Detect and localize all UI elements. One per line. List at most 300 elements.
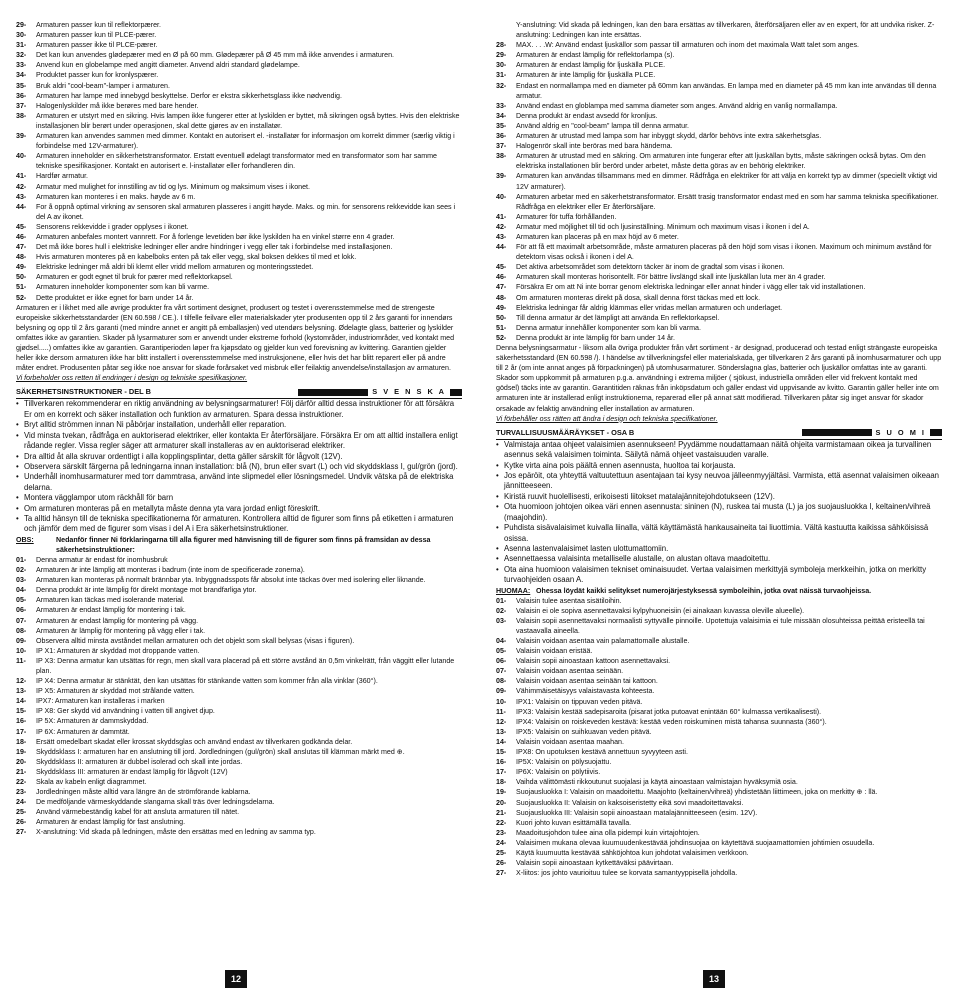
item-text: Armaturen kan placeras på en max höjd av 6 meter. (516, 232, 679, 241)
symbol-list (496, 596, 942, 879)
list-item (16, 747, 462, 757)
list-item (496, 596, 942, 606)
list-item (496, 717, 942, 727)
list-item (16, 555, 462, 565)
list-item (496, 646, 942, 656)
bullet-text: Om armaturen monteras på en metallyta måste denna yta vara jordad enligt föreskrift. (24, 503, 320, 513)
item-number: 40- (16, 152, 27, 161)
item-text: Maadoitusjohdon tulee aina olla pidempi kuin virtajohtojen. (516, 828, 700, 837)
bullet-text: Kytke virta aina pois päältä ennen asennusta, huoltoa tai korjausta. (504, 460, 736, 470)
item-text: Sensorens rekkevidde i grader opplyses i ikonet. (36, 222, 189, 231)
list-item (496, 666, 942, 676)
bullet-text: Observera särskilt färgerna på ledningarna innan installation: blå (N), brun eller svart (L) och vid skyddsklass I, gul/grön (jord). (24, 461, 458, 471)
item-text: Armaturen är utrustad med en säkring. Om armaturen inte fungerar efter att ljuskällan bytts, måste säkringen också bytas. Om den elektriska installationen blir berörd under arbetet, måste detta göras av en behörig elektriker. (516, 152, 926, 171)
item-text: Denna armatur innehåller komponenter som kan bli varma. (516, 323, 701, 332)
item-text: Suojausluokka I: Valaisin on maadoitettu. Maajohto (keltainen/vihreä) yhdistetään liittimeen, joka on merkitty ⊕ : llä. (516, 788, 878, 797)
item-text: IP X8: Ger skydd vid användning i vatten till angivet djup. (36, 707, 215, 716)
item-number: 05- (16, 596, 27, 605)
item-text: Endast en normallampa med en diameter på 60mm kan användas. En lampa med en diameter på 45 mm kan inte användas till denna armatur. (516, 81, 937, 100)
warranty-text: Armaturen er i likhet med alle øvrige produkter fra vårt sortiment designet, produsert og testet i overensstemmelse med de strengeste europeiske sikkerhetsstandarder (EN 60.598 / CE.). I tilfelle feilvare eller materialskader yter produsenten opp til 2 års garanti for innendørs belysning og opp til 2 års garanti (med mindre annet er angitt på emballasjen) ved utendørs belysning. Ødelagte glass, batterier og lyskilder omfattes ikke av garantien. Skader på lysarmaturer som er anvendt under ekstreme forhold (kystområder, industriområder, ved kontakt med gjødsel.....) omfattes ikke av garantien. Garantiperioden løper fra kjøpsdato og gjelder kun ved forevisning av kvittering. Garantien gjelder heller ikke dersom armaturen ikke har blitt installert i overensstemmelse med instruksjonene, eller hvis det har blitt reparert eller på andre måter endret. Produsenten påtar seg ikke noe ansvar for skade forårsaket ved misbruk eller feilaktig anvendelse/installasjon av armaturen. (16, 303, 455, 373)
item-number: 18- (16, 737, 27, 746)
list-item (496, 828, 942, 838)
list-item (496, 323, 942, 333)
item-number: 42- (16, 182, 27, 191)
list-item (16, 101, 462, 111)
list-item (496, 333, 942, 343)
list-item (496, 171, 942, 191)
item-text: För att få ett maximalt arbetsområde, måste armaturen placeras på den höjd som visas i ikonen. Maximum och minimum avstånd för detektorn visas också i ikonen i del A. (516, 243, 932, 262)
list-item (496, 838, 942, 848)
item-text: Skyddsklass II: armaturen är dubbel isolerad och skall inte jordas. (36, 757, 243, 766)
list-item (496, 101, 942, 111)
item-number: 41- (496, 212, 507, 221)
list-item (16, 827, 462, 837)
bullet-item (16, 514, 462, 535)
item-text: Valaisin voidaan asentaa seinään. (516, 667, 624, 676)
list-item (16, 676, 462, 686)
item-number: 27- (16, 828, 27, 837)
list-item (496, 232, 942, 242)
list-item (16, 272, 462, 282)
item-number: 21- (16, 767, 27, 776)
list-item (496, 767, 942, 777)
item-text: Valaisin voidaan asentaa seinään tai kattoon. (516, 677, 658, 686)
item-number: 02- (16, 566, 27, 575)
list-item (16, 797, 462, 807)
item-text: IP X3: Denna armatur kan utsättas för regn, men skall vara placerad på ett större avstånd än 0,5m vinkelrätt, från väggitt eller lutande plan. (36, 656, 455, 675)
list-item (496, 141, 942, 151)
item-text: Det kan kun anvendes glødepærer med en Ø på 60 mm. Glødepærer på Ø 45 mm må ikke anvendes i armaturen. (36, 51, 395, 60)
list-item (16, 605, 462, 615)
bullet-text: Asennettaessa valaisinta metalliselle alustalle, on alustan oltava maadoitettu. (504, 554, 771, 564)
bullet-dot-icon: • (496, 564, 499, 574)
item-text: IPX8: On upotuksen kestävä annettuun syvyyteen asti. (516, 748, 688, 757)
item-number: 06- (496, 657, 507, 666)
list-item (496, 313, 942, 323)
bullet-dot-icon: • (496, 543, 499, 553)
item-number: 21- (496, 808, 507, 817)
list-item (16, 585, 462, 595)
item-number: 03- (16, 576, 27, 585)
obs-label: OBS: (16, 535, 34, 544)
item-text: Suojausluokka III: Valaisin sopii ainoastaan matalajännitteeseen (esim. 12V). (516, 808, 758, 817)
bullet-dot-icon: • (496, 471, 499, 481)
list-item (496, 212, 942, 222)
left-page (16, 20, 462, 838)
item-number: 01- (16, 555, 27, 564)
item-number: 23- (16, 788, 27, 797)
item-text: Denna produkt är inte lämplig för direkt montage mot brandfarliga ytor. (36, 586, 257, 595)
item-text: Armaturen kan täckas med isolerande material. (36, 596, 185, 605)
section-bar (298, 389, 368, 396)
list-item (16, 767, 462, 777)
list-item (16, 242, 462, 252)
item-text: Armaturen er godt egnet til bruk for pærer med reflektorkapsel. (36, 273, 233, 282)
item-number: 44- (496, 243, 507, 252)
item-text: Armaturen är endast lämplig för fast anslutning. (36, 818, 186, 827)
list-item (16, 626, 462, 636)
item-number: 29- (16, 21, 27, 29)
list-item (496, 151, 942, 171)
item-number: 16- (16, 717, 27, 726)
item-text: Armaturen inneholder en sikkerhetstransformator. Erstatt eventuell ødelagt transformator med en transformator som har samme tekniske spesifikasjoner. Kontakt en autorisert e. l-installatør eller forhandleren din. (36, 152, 437, 171)
item-text: IPX4: Valaisin on roiskeveden kestävä: kestää veden roiskuminen mistä tahansa suunnasta (360°). (516, 717, 827, 726)
item-text: IP 6X: Armaturen är dammtät. (36, 727, 130, 736)
item-number: 38- (16, 111, 27, 120)
bullet-item (496, 461, 942, 471)
bullet-text: Tillverkaren rekommenderar en riktig användning av belysningsarmaturer! Följ därför alltid dessa instruktioner för att försäkra Er om en korrekt och säker installation och funktion av armaturen. Spara dessa instruktioner. (24, 399, 455, 419)
bullet-item (16, 399, 462, 420)
disclaimer-note: Vi forbeholder oss retten til endringer i design og tekniske spesifikasjoner. (16, 374, 248, 383)
item-number: 35- (16, 81, 27, 90)
list-item (16, 757, 462, 767)
list-item (496, 131, 942, 141)
list-item (496, 737, 942, 747)
disclaimer-note: Vi förbehåller oss rätten att ändra i design och tekniska specifikationer. (496, 414, 718, 423)
item-number: 49- (16, 263, 27, 272)
list-item (16, 777, 462, 787)
item-number: 05- (496, 647, 507, 656)
item-number: 12- (496, 717, 507, 726)
symbol-list (16, 555, 462, 838)
list-item (496, 868, 942, 878)
item-text: IPX7: Armaturen kan installeras i marken (36, 697, 165, 706)
item-number: 36- (496, 132, 507, 141)
item-number: 02- (496, 606, 507, 615)
item-text: Armaturen är endast lämplig för reflektorlampa (s). (516, 51, 675, 60)
item-text: IP X1: Armaturen är skyddad mot droppande vatten. (36, 646, 200, 655)
item-text: Valaisin voidaan asentaa maahan. (516, 737, 624, 746)
item-text: Valaisin voidaan asentaa vain palamattomalle alustalle. (516, 637, 690, 645)
list-item (496, 747, 942, 757)
bullet-text: Puhdista sisävalaisimet kuivalla liinalla, vältä käyttämästä hankausaineita tai liuottimia. Vältä kastuutta kaikissa sähköisissä osissa. (504, 523, 929, 543)
item-number: 07- (496, 667, 507, 676)
item-number: 51- (496, 323, 507, 332)
item-text: Armaturen skall monteras horisontellt. För bättre livslängd skall inte ljuskällan luta mer än 4 grader. (516, 273, 826, 282)
item-text: Armaturen är utrustad med lampa som har inbyggt skydd, därför behövs inte extra säkerhetsglas. (516, 132, 822, 141)
bullet-text: Dra alltid åt alla skruvar ordentligt i alla kopplingsplintar, detta gäller särskilt för lågvolt (12V). (24, 451, 343, 461)
list-item (496, 40, 942, 50)
list-item (16, 131, 462, 151)
list-item (496, 606, 942, 616)
bullet-dot-icon: • (16, 430, 19, 440)
list-item (16, 30, 462, 40)
bullet-item (16, 452, 462, 462)
item-number: 33- (16, 61, 27, 70)
bullet-text: Valmistaja antaa ohjeet valaisimien asennukseen! Pyydämme noudattamaan näitä ohjeita varmistamaan oikea ja turvallinen asennus sekä valaisimen toiminta. Säilytä nämä ohjeet vastaisuuden varalle. (504, 439, 932, 460)
intro-item (496, 20, 942, 40)
norwegian-top-list (16, 20, 462, 303)
bullet-item (496, 502, 942, 523)
list-item (496, 293, 942, 303)
list-item (496, 787, 942, 797)
item-text: MAX. . . .W: Använd endast ljuskällor som passar till armaturen och inom det maximala Watt talet som anges. (516, 41, 860, 50)
item-number: 11- (16, 656, 26, 665)
item-number: 11- (496, 707, 506, 716)
bullet-dot-icon: • (16, 420, 19, 430)
item-number: 20- (16, 757, 27, 766)
list-item (16, 565, 462, 575)
bullet-item (16, 504, 462, 514)
section-language: S U O M I (875, 427, 926, 437)
list-item (16, 595, 462, 605)
item-number: 31- (496, 71, 507, 80)
list-item (16, 151, 462, 171)
bullet-dot-icon: • (496, 491, 499, 501)
list-item (16, 646, 462, 656)
item-number: 03- (496, 616, 507, 625)
list-item (16, 20, 462, 30)
page-number: 12 (225, 970, 247, 988)
item-text: Armaturen har lampe med innebygd beskyttelse. Derfor er ekstra sikkerhetsglass ikke nødvendig. (36, 91, 342, 100)
item-text: De medföljande värmeskyddande slangarna skall träs över ledningsdelarna. (36, 798, 275, 807)
list-item (16, 50, 462, 60)
intro-text: Y-anslutning: Vid skada på ledningen, kan den bara ersättas av tillverkaren, återförsäljaren eller av en expert, för att undvika risker. Z-anslutning: Ledningen kan inte ersättas. (516, 21, 935, 40)
item-number: 15- (496, 748, 507, 757)
item-number: 31- (16, 41, 27, 50)
item-number: 47- (16, 243, 27, 252)
bullet-text: Ta alltid hänsyn till de tekniska specifikationerna för armaturen. Kontrollera alltid de figurer som finns på etiketten i armaturen och jämför dem med de figurer som visas i del A i Era säkerhetsinstruktioner. (24, 513, 454, 534)
item-text: Valaisin sopii ainoastaan kytkettäväksi päävirtaan. (516, 859, 674, 868)
item-text: IPX3: Valaisin kestää sadepisaroita (pisarat jotka putoavat enintään 60° kulmassa vertikaalisesti). (516, 707, 822, 716)
item-text: X-liitos: jos johto vaurioituu tulee se korvata samantyyppisellä johdolla. (516, 869, 738, 878)
section-header-svenska (16, 387, 462, 399)
list-item (16, 737, 462, 747)
bullet-item (496, 544, 942, 554)
item-number: 41- (16, 172, 27, 181)
section-end-block (930, 429, 942, 436)
item-text: Skyddsklass I: armaturen har en anslutning till jord. Jordledningen (gul/grön) skall anslutas till klämman märkt med ⊕. (36, 747, 405, 756)
item-text: Anvend kun en globelampe med angitt diameter. Anvend aldri standard glødelampe. (36, 61, 300, 70)
list-item (16, 282, 462, 292)
list-item (496, 818, 942, 828)
list-item (496, 272, 942, 282)
item-text: Vaihda välittömästi rikkoutunut suojalasi ja käytä ainoastaan valmistajan hyväksymiä osia. (516, 778, 798, 787)
item-number: 19- (16, 747, 27, 756)
list-item (16, 636, 462, 646)
bullet-text: Montera vägglampor utom räckhåll för barn (24, 493, 174, 503)
list-item (16, 686, 462, 696)
bullet-item (16, 431, 462, 452)
item-text: X-anslutning: Vid skada på ledningen, måste den ersättas med en ledning av samma typ. (36, 828, 316, 837)
list-item (16, 81, 462, 91)
list-item (496, 111, 942, 121)
item-text: Skyddsklass III: armaturen är endast lämplig för lågvolt (12V) (36, 767, 228, 776)
list-item (496, 676, 942, 686)
item-text: Halogenlyskilder må ikke berøres med bare hender. (36, 101, 199, 110)
list-item (16, 616, 462, 626)
item-number: 40- (496, 192, 507, 201)
item-text: Elektriske ledninger må aldri bli klemt eller vridd mellom armaturen og monteringsstedet. (36, 263, 314, 272)
item-text: Armaturen er utstyrt med en sikring. Hvis lampen ikke fungerer etter at lyskilden er byttet, må sikringen også byttes. Hvis den elektriske installasjonen blir berørt under operasjonen, skal dette gjøres av en installatør. (36, 111, 460, 130)
item-text: Valaisimen mukana olevaa kuumuudenkestävää johdinsuojaa on käytettävä suojaamattomien johtimien osuudella. (516, 838, 875, 847)
item-text: Armaturen anbefales montert vannrett. For å forlenge levetiden bør ikke lyskilden ha en vinkel større enn 4 grader. (36, 232, 395, 241)
item-number: 45- (496, 263, 507, 272)
item-number: 48- (16, 253, 27, 262)
item-text: Produktet passer kun for kronlyspærer. (36, 71, 159, 80)
list-item (496, 50, 942, 60)
item-number: 46- (496, 273, 507, 282)
list-item (496, 727, 942, 737)
item-number: 45- (16, 222, 27, 231)
list-item (16, 91, 462, 101)
item-text: Använd aldrig en "cool-beam" lampa till denna armatur. (516, 121, 690, 130)
item-text: IPX5: Valaisin on suihkuavan veden pitävä. (516, 727, 652, 736)
item-number: 18- (496, 778, 507, 787)
item-number: 01- (496, 596, 507, 605)
item-text: Armaturen kan anvendes sammen med dimmer. Kontakt en autorisert el. -installatør for informasjon om korrekt dimmer (særlig viktig i forbindelse med 12V-armaturer). (36, 132, 455, 151)
item-text: Om armaturen monteras direkt på dosa, skall denna först täckas med ett lock. (516, 293, 761, 302)
bullet-dot-icon: • (16, 472, 19, 482)
bullet-text: Kiristä ruuvit huolellisesti, erikoisesti liitokset matalajännitejohdotukseen (12V). (504, 491, 775, 501)
item-number: 04- (496, 637, 507, 645)
list-item (16, 40, 462, 50)
item-number: 16- (496, 758, 507, 767)
list-item (16, 706, 462, 716)
item-number: 36- (16, 91, 27, 100)
item-number: 49- (496, 303, 507, 312)
item-text: IP X4: Denna armatur är stänktät, den kan utsättas för stänkande vatten som kommer från alla vinklar (360°). (36, 677, 378, 686)
bullet-dot-icon: • (16, 399, 19, 409)
bullet-dot-icon: • (16, 513, 19, 523)
item-number: 47- (496, 283, 507, 292)
item-number: 37- (16, 101, 27, 110)
obs-text: Ohessa löydät kaikki selitykset numerojärjestyksessä symboleihin, jotka ovat näissä turvaohjeissa. (536, 586, 872, 595)
item-text: Skala av kabeln enligt diagrammet. (36, 778, 147, 786)
item-text: Det må ikke bores hull i elektriske ledninger eller andre hindringer i vegg eller tak i forbindelse med installasjonen. (36, 243, 393, 252)
item-text: IP 5X: Armaturen är dammskyddad. (36, 717, 149, 726)
item-text: Armaturen inneholder komponenter som kan bli varme. (36, 283, 210, 292)
item-text: Valaisin sopii ainoastaan kattoon asennettavaksi. (516, 657, 671, 666)
list-item (496, 242, 942, 262)
right-page (496, 20, 942, 878)
item-number: 43- (496, 232, 507, 241)
item-number: 24- (16, 798, 27, 807)
list-item (16, 262, 462, 272)
list-item (496, 70, 942, 80)
item-number: 29- (496, 51, 507, 60)
bullet-item (16, 420, 462, 430)
list-item (496, 686, 942, 696)
list-item (496, 303, 942, 313)
item-text: Armaturer för tuffa förhållanden. (516, 212, 617, 221)
item-number: 14- (16, 697, 27, 706)
bullet-item (496, 523, 942, 544)
bullet-dot-icon: • (496, 554, 499, 564)
item-text: Observera alltid minsta avståndet mellan armaturen och det objekt som skall belysas (visas i figuren). (36, 636, 355, 645)
item-number: 52- (16, 293, 27, 302)
list-item (16, 656, 462, 676)
bullet-text: Vid minsta tvekan, rådfråga en auktoriserad elektriker, eller kontakta Er återförsäljare. Försäkra Er om att alltid installera enligt rådande regler. Vissa regler säger att armaturer skall installeras av en auktoriserad elektriker. (24, 430, 458, 451)
item-number: 04- (16, 586, 27, 595)
item-text: Vähimmäisetäisyys valaistavasta kohteesta. (516, 687, 655, 696)
item-text: Det aktiva arbetsområdet som detektorn täcker är inom de gradtal som visas i ikonen. (516, 263, 785, 272)
bullet-text: Underhåll inomhusarmaturer med torr dammtrasa, använd inte slipmedel eller lösningsmedel. Undvik vätska på de elektriska delarna. (24, 472, 454, 492)
section-end-block (450, 389, 462, 396)
item-text: Valaisin tulee asentaa sisätiloihin. (516, 596, 622, 605)
item-number: 43- (16, 192, 27, 201)
item-number: 27- (496, 869, 507, 878)
item-text: Käytä kuumuutta kestävää sähköjohtoa kun johdotat valaisimen verkkoon. (516, 848, 749, 857)
item-text: Armaturen är lämplig för montering på vägg eller i tak. (36, 626, 206, 635)
warranty-text: Denna belysningsarmatur - liksom alla övriga produkter från vårt sortiment - är designad, producerad och testad enligt strängaste europeiska säkerhetsstandard (EN 60.598 /). I händelse av tillverkningsfel eller materialskada, ger tillverkaren 2 års garanti på inomhusarmaturer och upp till 2 år (om inte annat anges på förpackningen) på utomhusarmaturer. Sönderslagna glas, batterier och ljuskällor omfattas inte av garanti. Skador som uppkommit på armaturen p.g.a. användning i extrema miljöer ( sjökust, industriella områden eller vid frekvent kontakt med gödsel) täcks inte av garantin. Garantitiden räknas från inköpsdatum och gäller endast vid uppvisande av kvitto. Garantin gäller heller inte om armaturen inte är installerad enligt instruktionerna, reparerad eller på annat sätt modifierad. Tillverkaren påtar sig inget ansvar för skador orsakade av felaktig användning eller installation av armaturen. (496, 344, 942, 413)
item-number: 08- (496, 677, 507, 686)
list-item (496, 60, 942, 70)
item-number: 39- (496, 172, 507, 181)
item-number: 34- (496, 111, 507, 120)
bullet-item (496, 440, 942, 461)
item-text: Denna produkt är inte lämplig för barn under 14 år. (516, 333, 675, 342)
bullet-dot-icon: • (496, 502, 499, 512)
list-item (496, 192, 942, 212)
list-item (496, 616, 942, 636)
item-number: 06- (16, 606, 27, 615)
list-item (16, 202, 462, 222)
section-bar (802, 429, 872, 436)
bullet-text: Bryt alltid strömmen innan Ni påbörjar installation, underhåll eller reparation. (24, 420, 287, 430)
item-number: 34- (16, 71, 27, 80)
item-text: Armaturen arbetar med en säkerhetstransformator. Ersätt trasig transformator endast med en som har samma tekniska specifikationer. Rådfråga en elektriker eller Er återförsäljare. (516, 192, 939, 211)
item-text: Valaisin ei ole sopiva asennettavaksi kylpyhuoneisiin (ei ainakaan kuvassa oleville alueelle). (516, 606, 805, 615)
bullet-item (496, 554, 942, 564)
bullet-dot-icon: • (16, 493, 19, 503)
item-number: 22- (496, 818, 507, 827)
list-item (496, 81, 942, 101)
item-text: Denna armatur är endast för inomhusbruk (36, 555, 168, 564)
item-number: 13- (496, 727, 507, 736)
list-item (16, 252, 462, 262)
bullet-dot-icon: • (16, 451, 19, 461)
item-number: 20- (496, 798, 507, 807)
item-number: 32- (496, 81, 507, 90)
list-item (16, 111, 462, 131)
item-text: Försäkra Er om att Ni inte borrar genom elektriska ledningar eller annat hinder i vägg eller tak vid installationen. (516, 283, 866, 292)
bullet-item (16, 493, 462, 503)
bullet-text: Ota huomioon johtojen oikea väri ennen asennusta: sininen (N), ruskea tai musta (L) ja jos suojausluokka I, keltainen/vihreä (maajohdin). (504, 502, 931, 522)
list-item (16, 575, 462, 585)
list-item (16, 716, 462, 726)
list-item (16, 70, 462, 80)
item-number: 46- (16, 232, 27, 241)
item-number: 30- (16, 31, 27, 40)
item-number: 38- (496, 152, 507, 161)
item-number: 09- (496, 687, 507, 696)
list-item (16, 807, 462, 817)
item-text: Valaisin sopii asennettavaksi normaalisti syttyvälle pinnoille. Upotettuja valaisimia ei tule missään olosuhteissa peittää eristeellä tai vastaavalla aineella. (516, 616, 925, 635)
item-number: 10- (16, 646, 27, 655)
item-text: Armaturen kan monteres i en maks. høyde av 6 m. (36, 192, 196, 201)
list-item (16, 60, 462, 70)
bullet-list (16, 399, 462, 534)
item-text: Armatur med mulighet for innstilling av tid og lys. Minimum og maksimum vises i ikonet. (36, 182, 310, 191)
item-number: 39- (16, 132, 27, 141)
item-number: 23- (496, 828, 507, 837)
bullet-item (496, 471, 942, 492)
list-item (16, 182, 462, 192)
item-number: 33- (496, 101, 507, 110)
bullet-dot-icon: • (16, 461, 19, 471)
item-text: Bruk aldri "cool-beam"-lamper i armaturen. (36, 81, 170, 90)
item-number: 26- (496, 859, 507, 868)
bullet-item (496, 565, 942, 586)
item-text: For å oppnå optimal virkning av sensoren skal armaturen plasseres i angitt høyde. Maks. og min. for sensorens rekkevidde kan sees i del A av ikonet. (36, 202, 456, 221)
item-number: 25- (496, 848, 507, 857)
list-item (496, 848, 942, 858)
item-number: 32- (16, 51, 27, 60)
obs-note (496, 586, 942, 596)
item-text: Armaturen är inte lämplig för ljuskälla PLCE. (516, 71, 656, 80)
item-text: IP6X: Valaisin on pölytiivis. (516, 768, 601, 777)
